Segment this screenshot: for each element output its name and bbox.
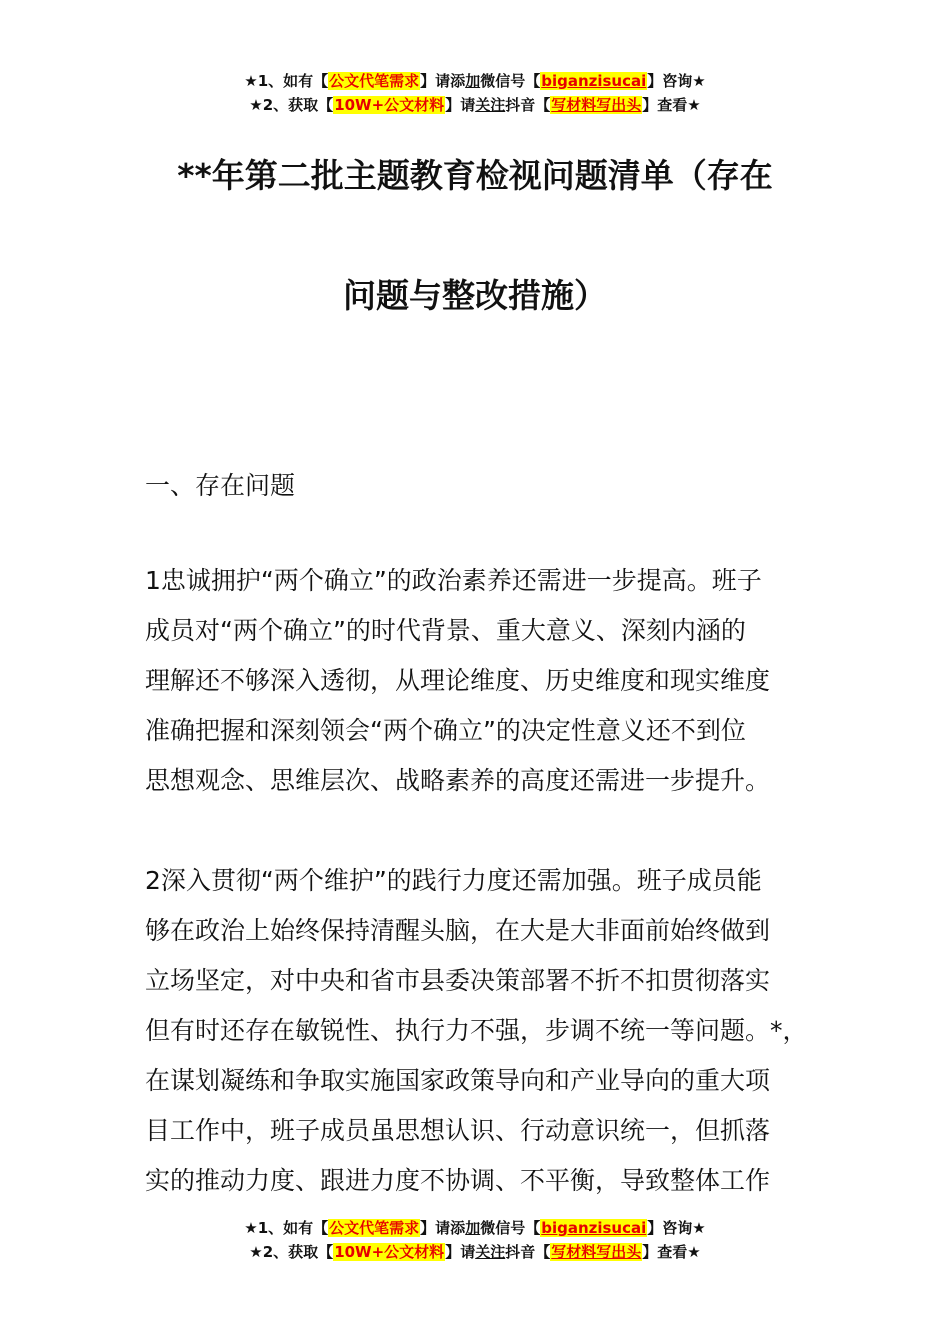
promo-text: ★1、如有【 [244, 1219, 329, 1237]
paragraph-line: 实的推动力度、跟进力度不协调、不平衡，导致整体工作 [145, 1166, 771, 1195]
top-promo-banner [0, 69, 950, 117]
promo-text: 】查看★ [642, 1243, 701, 1261]
promo-line-1 [0, 1216, 950, 1240]
promo-text: ★1、如有【 [244, 72, 329, 90]
promo-text: 】咨询★ [647, 1219, 706, 1237]
section-heading: 一、存在问题 [145, 471, 296, 500]
promo-highlight: 公文代笔需求 [329, 1219, 420, 1237]
promo-text: 】请添 [420, 72, 466, 90]
promo-text: ★2、获取【 [249, 96, 334, 114]
douyin-id-highlight: 写材料写出头 [551, 96, 642, 114]
promo-highlight: 公文代笔需求 [329, 72, 420, 90]
promo-text: 】请 [445, 1243, 476, 1261]
promo-text: ★2、获取【 [249, 1243, 334, 1261]
paragraph-line: 立场坚定，对中央和省市县委决策部署不折不扣贯彻落实 [145, 966, 771, 995]
promo-text: 抖音【 [505, 1243, 551, 1261]
wechat-id-highlight: biganzisucai [541, 1219, 647, 1237]
promo-line-2 [0, 93, 950, 117]
promo-text: 微信号【 [480, 72, 541, 90]
promo-line-1 [0, 69, 950, 93]
paragraph-line: 2深入贯彻“两个维护”的践行力度还需加强。班子成员能 [145, 866, 762, 895]
paragraph-line: 准确把握和深刻领会“两个确立”的决定性意义还不到位 [145, 716, 746, 745]
wechat-id-highlight: biganzisucai [541, 72, 647, 90]
paragraph-2 [145, 856, 825, 1206]
promo-text: 加 [465, 1219, 481, 1237]
douyin-id-highlight: 写材料写出头 [551, 1243, 642, 1261]
paragraph-line: 1忠诚拥护“两个确立”的政治素养还需进一步提高。班子 [145, 566, 762, 595]
promo-text: 关注 [475, 96, 506, 114]
promo-text: 关注 [475, 1243, 506, 1261]
document-title-line-2: 问题与整改措施） [343, 276, 607, 315]
promo-line-2 [0, 1240, 950, 1264]
paragraph-line: 目工作中，班子成员虽思想认识、行动意识统一，但抓落 [145, 1116, 771, 1145]
promo-text: 抖音【 [505, 96, 551, 114]
document-title-line-1: **年第二批主题教育检视问题清单（存在 [177, 156, 773, 195]
bottom-promo-banner [0, 1216, 950, 1264]
paragraph-line: 思想观念、思维层次、战略素养的高度还需进一步提升。 [145, 766, 771, 795]
promo-text: 】查看★ [642, 96, 701, 114]
promo-highlight: 10W+公文材料 [334, 96, 445, 114]
paragraph-line: 够在政治上始终保持清醒头脑，在大是大非面前始终做到 [145, 916, 771, 945]
promo-text: 】请 [445, 96, 476, 114]
promo-text: 加 [465, 72, 481, 90]
promo-text: 】咨询★ [647, 72, 706, 90]
paragraph-line: 成员对“两个确立”的时代背景、重大意义、深刻内涵的 [145, 616, 746, 645]
paragraph-1 [145, 556, 825, 806]
paragraph-line: 理解还不够深入透彻，从理论维度、历史维度和现实维度 [145, 666, 771, 695]
promo-text: 】请添 [420, 1219, 466, 1237]
promo-text: 微信号【 [480, 1219, 541, 1237]
promo-highlight: 10W+公文材料 [334, 1243, 445, 1261]
paragraph-line: 但有时还存在敏锐性、执行力不强，步调不统一等问题。*， [145, 1016, 808, 1045]
paragraph-line: 在谋划凝练和争取实施国家政策导向和产业导向的重大项 [145, 1066, 771, 1095]
